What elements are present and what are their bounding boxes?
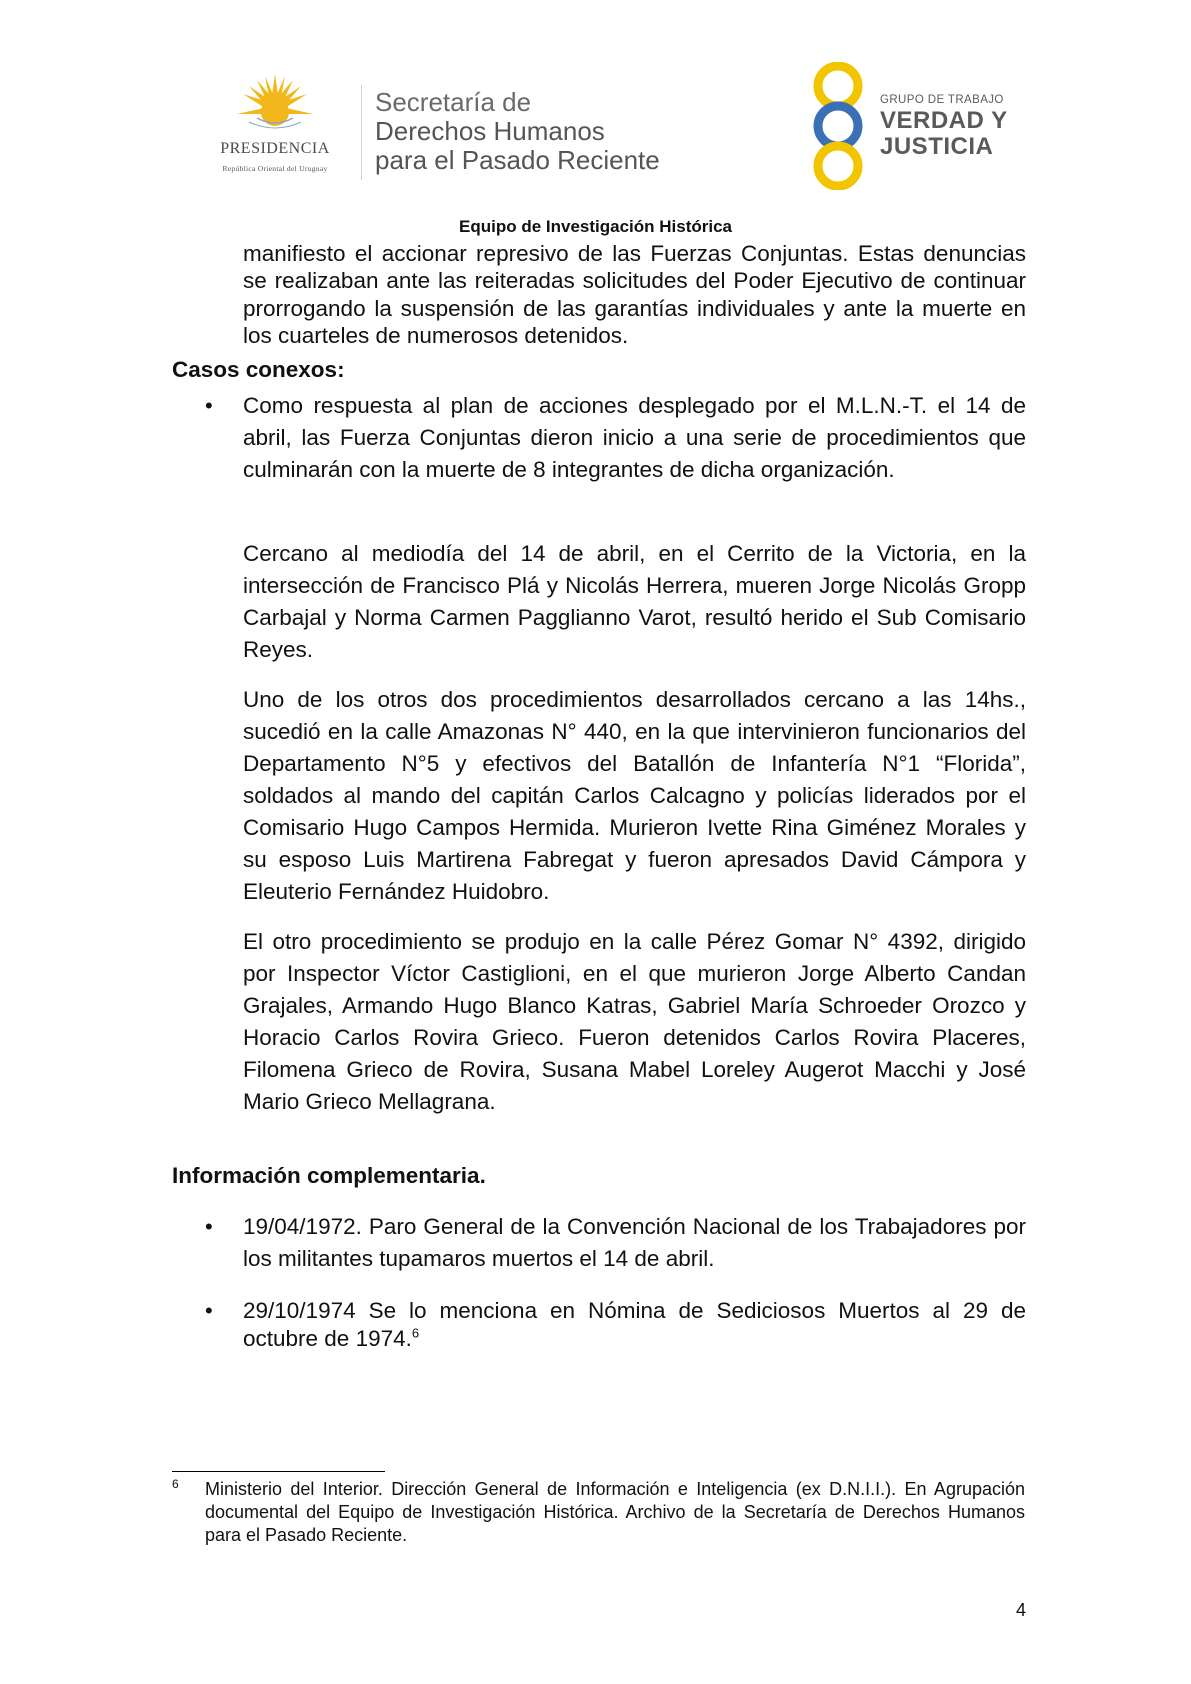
- top-paragraph: manifiesto el accionar represivo de las Fuerzas Conjuntas. Estas denuncias se realizaban ante las reiteradas solicitudes del Poder Ejecutivo de continuar prorrogando la suspensión de las garantías individuales y ante la muerte en los cuarteles de numerosos detenidos.: [243, 241, 1026, 348]
- bullet-marker: •: [205, 393, 213, 418]
- gtvj-small-text: GRUPO DE TRABAJO: [880, 94, 1004, 106]
- team-title: Equipo de Investigación Histórica: [459, 217, 732, 236]
- presidencia-subtitle: República Oriental del Uruguay: [222, 164, 328, 173]
- bullet-marker: •: [205, 1214, 213, 1239]
- secretaria-line-2: Derechos Humanos: [375, 116, 605, 146]
- page-header: [0, 0, 1191, 200]
- casos-heading: Casos conexos:: [172, 357, 345, 382]
- info-item-2-text: 29/10/1974 Se lo menciona en Nómina de Sediciosos Muertos al 29 de octubre de 1974.: [243, 1298, 1026, 1351]
- gtvj-line-2: JUSTICIA: [880, 133, 994, 160]
- info-item-1: 19/04/1972. Paro General de la Convención Nacional de los Trabajadores por los militantes tupamaros muertos el 14 de abril.: [243, 1214, 1026, 1271]
- header-divider: [361, 85, 362, 180]
- secretaria-logo-text: [375, 88, 660, 175]
- page-number: 4: [1015, 1600, 1026, 1620]
- presidencia-name: PRESIDENCIA: [220, 140, 330, 157]
- info-heading: Información complementaria.: [172, 1163, 486, 1188]
- gtvj-logo-text: [880, 94, 1008, 160]
- rings-logo-icon: [808, 62, 868, 190]
- casos-paragraph-3: Uno de los otros dos procedimientos desarrollados cercano a las 14hs., sucedió en la calle Amazonas N° 440, en la que intervinieron funcionarios del Departamento N°5 y efectivos del Batallón de Infantería N°1 “Florida”, soldados al mando del capitán Carlos Calcagno y policías liderados por el Comisario Hugo Campos Hermida. Murieron Ivette Rina Giménez Morales y su esposo Luis Martirena Fabregat y fueron apresados David Cámpora y Eleuterio Fernández Huidobro.: [243, 687, 1026, 904]
- sun-icon: [235, 72, 315, 142]
- footnote-separator: [172, 1471, 385, 1472]
- presidencia-logo: [195, 72, 355, 182]
- footnote-reference[interactable]: 6: [411, 1325, 420, 1341]
- footnote-number: 6: [172, 1477, 179, 1491]
- secretaria-line-1: Secretaría de: [375, 87, 532, 117]
- gtvj-line-1: VERDAD Y: [880, 107, 1008, 134]
- footnote-text: Ministerio del Interior. Dirección General de Información e Inteligencia (ex D.N.I.I.). En Agrupación documental del Equipo de Investigación Histórica. Archivo de la Secretaría de Derechos Humanos para el Pasado Reciente.: [205, 1479, 1025, 1545]
- bullet-marker: •: [205, 1298, 213, 1323]
- casos-paragraph-4: El otro procedimiento se produjo en la calle Pérez Gomar N° 4392, dirigido por Inspector Víctor Castiglioni, en el que murieron Jorge Alberto Candan Grajales, Armando Hugo Blanco Katras, Gabriel María Schroeder Orozco y Horacio Carlos Rovira Grieco. Fueron detenidos Carlos Rovira Placeres, Filomena Grieco de Rovira, Susana Mabel Loreley Augerot Macchi y José Mario Grieco Mellagrana.: [243, 929, 1026, 1114]
- secretaria-line-3: para el Pasado Reciente: [375, 145, 660, 175]
- casos-paragraph-1: Como respuesta al plan de acciones desplegado por el M.L.N.-T. el 14 de abril, las Fuerza Conjuntas dieron inicio a una serie de procedimientos que culminarán con la muerte de 8 integrantes de dicha organización.: [243, 393, 1026, 482]
- casos-paragraph-2: Cercano al mediodía del 14 de abril, en el Cerrito de la Victoria, en la intersección de Francisco Plá y Nicolás Herrera, mueren Jorge Nicolás Gropp Carbajal y Norma Carmen Pagglianno Varot, resultó herido el Sub Comisario Reyes.: [243, 541, 1026, 662]
- info-item-2: [243, 1297, 1026, 1353]
